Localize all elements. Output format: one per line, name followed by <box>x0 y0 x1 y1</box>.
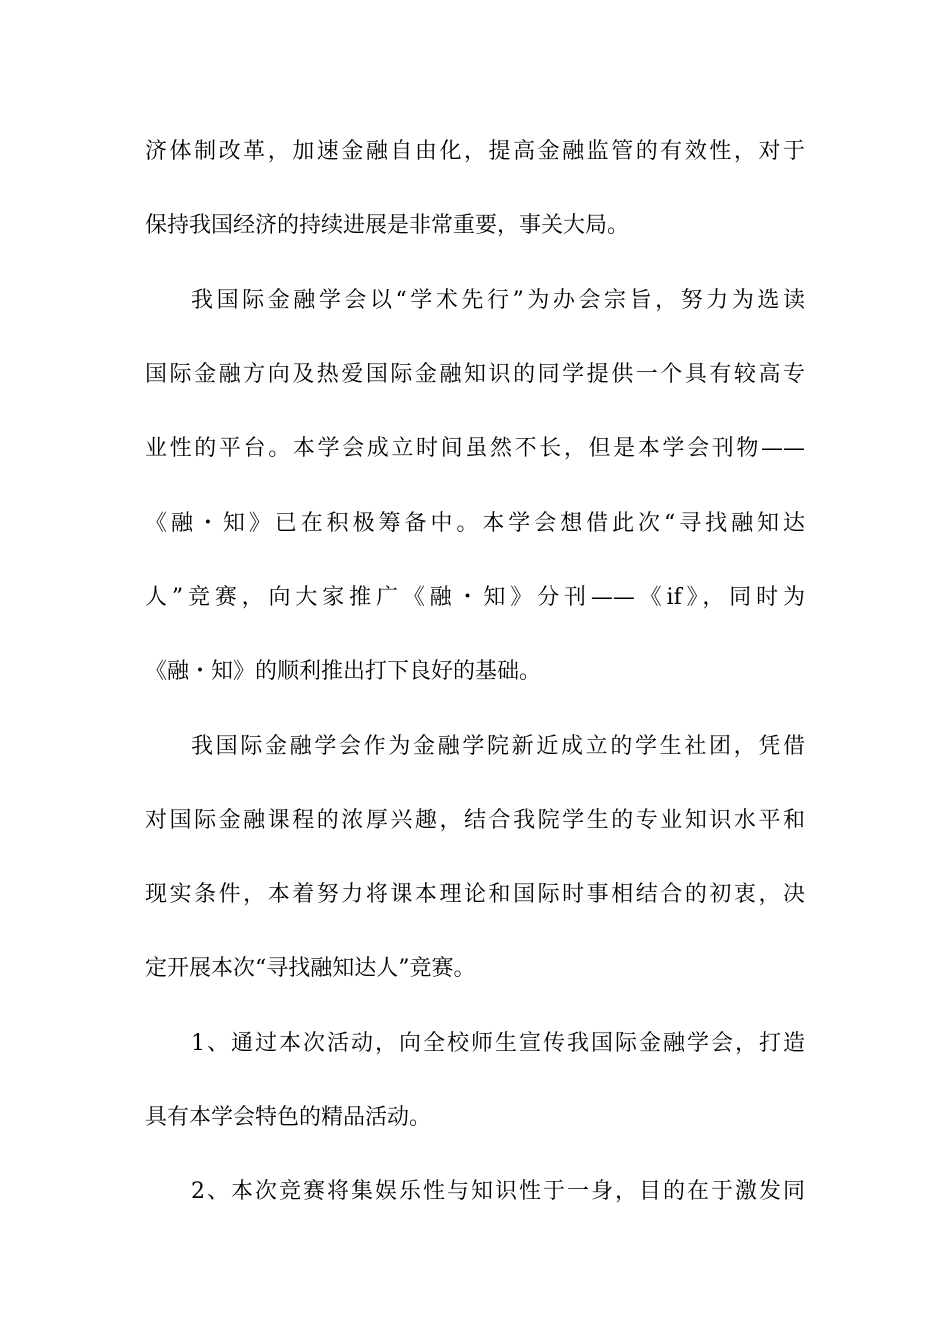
paragraph-3-line-2: 对国际金融课程的浓厚兴趣，结合我院学生的专业知识水平和 <box>145 808 805 833</box>
paragraph-1-line-1: 济体制改革，加速金融自由化，提高金融监管的有效性，对于 <box>145 139 805 164</box>
paragraph-3-line-4: 定开展本次“寻找融知达人”竞赛。 <box>145 956 476 981</box>
paragraph-2-line-2: 国际金融方向及热爱国际金融知识的同学提供一个具有较高专 <box>145 362 805 387</box>
paragraph-2-line-6: 《融・知》的顺利推出打下良好的基础。 <box>145 659 542 684</box>
paragraph-2-line-1: 我国际金融学会以“学术先行”为办会宗旨，努力为选读 <box>191 288 805 313</box>
paragraph-2-line-4: 《融・知》已在积极筹备中。本学会想借此次“寻找融知达 <box>145 511 805 536</box>
paragraph-4-line-2: 具有本学会特色的精品活动。 <box>145 1105 432 1130</box>
paragraph-2-line-3: 业性的平台。本学会成立时间虽然不长，但是本学会刊物—— <box>145 436 805 461</box>
paragraph-5-line-1: 2、本次竞赛将集娱乐性与知识性于一身，目的在于激发同 <box>191 1179 805 1204</box>
paragraph-3-line-1: 我国际金融学会作为金融学院新近成立的学生社团，凭借 <box>191 734 805 759</box>
paragraph-4-line-1: 1、通过本次活动，向全校师生宣传我国际金融学会，打造 <box>191 1031 805 1056</box>
paragraph-3-line-3: 现实条件，本着努力将课本理论和国际时事相结合的初衷，决 <box>145 882 805 907</box>
paragraph-2-line-5: 人”竞赛，向大家推广《融・知》分刊——《if》，同时为 <box>145 585 805 610</box>
paragraph-1-line-2: 保持我国经济的持续进展是非常重要，事关大局。 <box>145 213 630 238</box>
